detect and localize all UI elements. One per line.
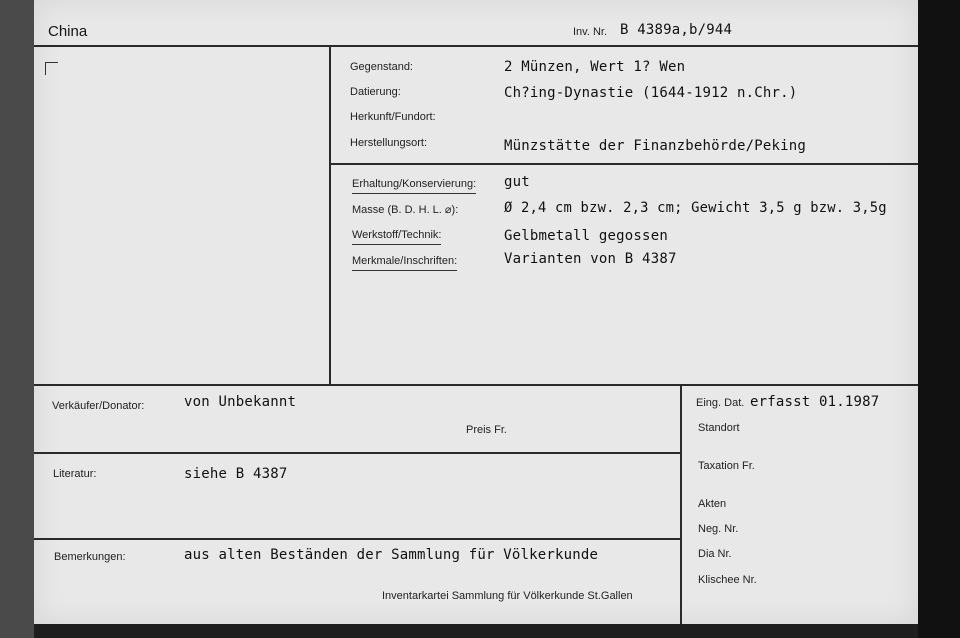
inventory-card — [34, 0, 918, 624]
literatur-top-divider — [34, 452, 680, 454]
inv-nr-value: B 4389a,b/944 — [620, 22, 733, 38]
standort-label: Standort — [698, 422, 740, 434]
eing-dat-value: erfasst 01.1987 — [750, 394, 880, 410]
header-divider — [34, 45, 918, 47]
merkmale-label: Merkmale/Inschriften: — [352, 256, 457, 271]
masse-value: Ø 2,4 cm bzw. 2,3 cm; Gewicht 3,5 g bzw. 3,5g — [504, 200, 887, 216]
inv-nr-label: Inv. Nr. — [573, 26, 608, 38]
gegenstand-value: 2 Münzen, Wert 1? Wen — [504, 59, 686, 75]
footer-text: Inventarkartei Sammlung für Völkerkunde St.Gallen — [382, 590, 633, 602]
herkunft-label: Herkunft/Fundort: — [350, 111, 436, 123]
object-section-divider — [331, 163, 918, 165]
literatur-value: siehe B 4387 — [184, 466, 288, 482]
verkaeufer-label: Verkäufer/Donator: — [52, 400, 145, 412]
photo-box-divider — [329, 47, 331, 384]
verkaeufer-value: von Unbekannt — [184, 394, 297, 410]
taxation-label: Taxation Fr. — [698, 460, 755, 472]
herstellungsort-label: Herstellungsort: — [350, 137, 428, 149]
werkstoff-value: Gelbmetall gegossen — [504, 228, 668, 244]
literatur-label: Literatur: — [53, 468, 97, 480]
merkmale-value: Varianten von B 4387 — [504, 251, 677, 267]
literatur-bottom-divider — [34, 538, 680, 540]
scan-background-right — [918, 0, 960, 638]
klischee-nr-label: Klischee Nr. — [698, 574, 757, 586]
erhaltung-label: Erhaltung/Konservierung: — [352, 179, 476, 194]
preis-label: Preis Fr. — [466, 424, 507, 436]
herstellungsort-value: Münzstätte der Finanzbehörde/Peking — [504, 138, 807, 154]
akten-label: Akten — [698, 498, 727, 510]
bemerkungen-label: Bemerkungen: — [54, 551, 126, 563]
scan-background-left — [0, 0, 34, 638]
bemerkungen-value: aus alten Beständen der Sammlung für Völkerkunde — [184, 547, 599, 563]
datierung-value: Ch?ing-Dynastie (1644-1912 n.Chr.) — [504, 85, 798, 101]
masse-label: Masse (B. D. H. L. ⌀): — [352, 204, 459, 216]
datierung-label: Datierung: — [350, 86, 401, 98]
werkstoff-label: Werkstoff/Technik: — [352, 230, 441, 245]
sidebar-divider — [680, 386, 682, 624]
dia-nr-label: Dia Nr. — [698, 548, 732, 560]
erhaltung-value: gut — [504, 174, 530, 190]
region-label: China — [48, 23, 88, 40]
gegenstand-label: Gegenstand: — [350, 61, 413, 73]
photo-corner-mark — [45, 62, 58, 75]
neg-nr-label: Neg. Nr. — [698, 523, 739, 535]
eing-dat-label: Eing. Dat. — [696, 397, 745, 409]
upper-section-divider — [34, 384, 918, 386]
